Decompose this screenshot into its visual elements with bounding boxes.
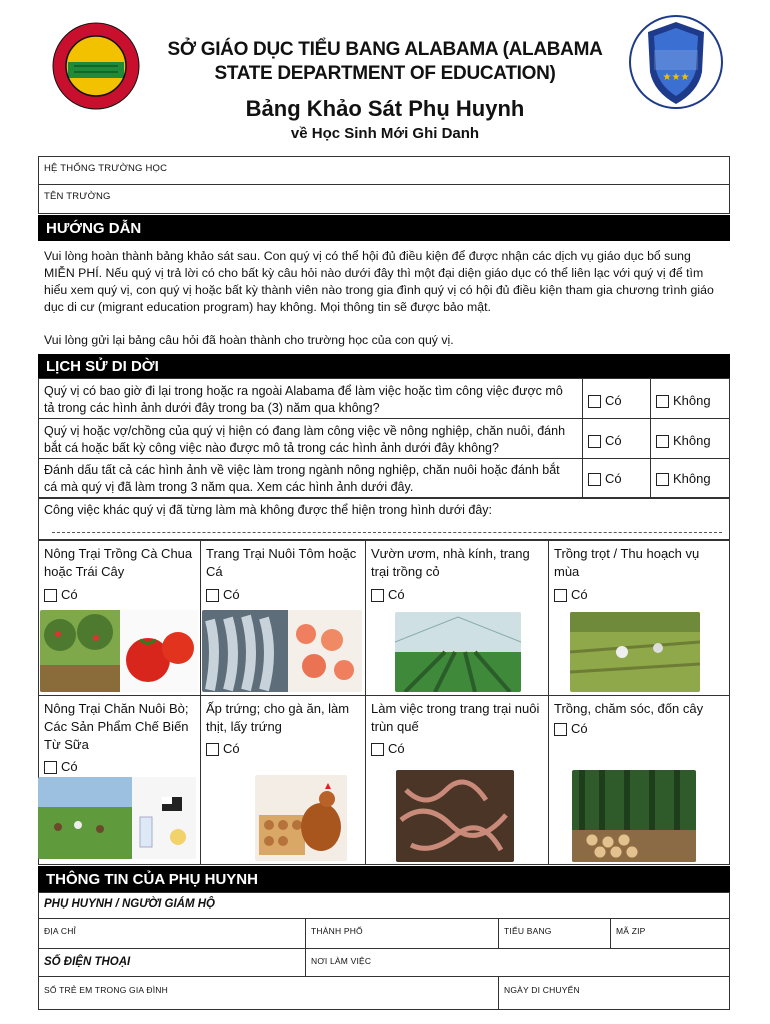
greenhouse-photo	[395, 612, 521, 692]
q1-no-checkbox[interactable]: Không	[656, 393, 711, 408]
logging-photo	[572, 770, 696, 862]
q1-yes-checkbox[interactable]: Có	[588, 393, 622, 408]
form-subtitle: về Học Sinh Mới Ghi Danh	[290, 125, 480, 142]
tomato-orchard-photo	[40, 610, 198, 692]
other-work-label: Công việc khác quý vị đã từng làm mà không được thể hiện trong hình dưới đây:	[44, 503, 492, 517]
job-check-fish[interactable]: Có	[206, 587, 240, 602]
job-label-logging: Trồng, chăm sóc, đốn cây	[554, 701, 704, 716]
address-field[interactable]: ĐỊA CHỈ	[44, 926, 77, 936]
history-heading: LỊCH SỬ DI DỜI	[38, 354, 730, 378]
job-check-tomato[interactable]: Có	[44, 587, 78, 602]
question-3: Đánh dấu tất cả các hình ảnh về việc làm trong ngành nông nghiệp, chăn nuôi hoặc đánh bắt cá mà quý vị đã làm trong 3 năm qua. Xem các hình ảnh dưới đây.	[44, 463, 560, 494]
job-check-worms[interactable]: Có	[371, 741, 405, 756]
move-date-field[interactable]: NGÀY DI CHUYỂN	[504, 985, 580, 995]
dairy-photo	[38, 777, 196, 859]
job-label-tomato: Nông Trại Trồng Cà Chua hoặc Trái Cây	[44, 546, 193, 579]
job-label-chicken: Ấp trứng; cho gà ăn, làm thịt, lấy trứng	[206, 701, 350, 734]
state-field[interactable]: TIỂU BANG	[504, 926, 552, 936]
phone-field[interactable]: SỐ ĐIỆN THOẠI	[44, 956, 131, 968]
federal-programs-logo	[628, 10, 724, 114]
form-title: Bảng Khảo Sát Phụ Huynh	[245, 96, 525, 121]
question-2: Quý vị hoặc vợ/chồng của quý vị hiện có đang làm công việc về nông nghiệp, chăn nuôi, đánh bắt cá hoặc bất kỳ công việc nào được mô tả trong các hình ảnh dưới đây không?	[44, 424, 566, 455]
q2-yes-checkbox[interactable]: Có	[588, 433, 622, 448]
workplace-field[interactable]: NƠI LÀM VIỆC	[311, 956, 372, 966]
job-label-harvest: Trồng trọt / Thu hoạch vụ mùa	[554, 546, 700, 579]
q2-no-checkbox[interactable]: Không	[656, 433, 711, 448]
children-count-field[interactable]: SỐ TRẺ EM TRONG GIA ĐÌNH	[44, 985, 168, 995]
job-label-fish: Trang Trại Nuôi Tôm hoặc Cá	[206, 546, 357, 579]
department-title: SỞ GIÁO DỤC TIỂU BANG ALABAMA (ALABAMA STATE DEPARTMENT OF EDUCATION)	[167, 39, 603, 84]
q3-no-checkbox[interactable]: Không	[656, 471, 711, 486]
harvest-field-photo	[570, 612, 700, 692]
school-name-field[interactable]: TÊN TRƯỜNG	[44, 191, 111, 202]
instructions-return: Vui lòng gửi lại bảng câu hỏi đã hoàn thành cho trường học của con quý vị.	[44, 333, 454, 347]
job-label-greenhouse: Vườn ươm, nhà kính, trang trại trồng cỏ	[371, 546, 530, 579]
worms-photo	[396, 770, 514, 862]
question-1: Quý vị có bao giờ đi lại trong hoặc ra ngoài Alabama để làm việc hoặc tìm công việc được mô tả trong các hình ảnh dưới đây trong ba (3) năm qua không?	[44, 384, 563, 415]
job-check-logging[interactable]: Có	[554, 721, 588, 736]
chicken-eggs-photo	[255, 775, 347, 861]
job-check-dairy[interactable]: Có	[44, 759, 78, 774]
zip-field[interactable]: MÃ ZIP	[616, 926, 646, 936]
parent-info-heading: THÔNG TIN CỦA PHỤ HUYNH	[38, 866, 730, 892]
instructions-heading: HƯỚNG DẪN	[38, 215, 730, 241]
guardian-field[interactable]: PHỤ HUYNH / NGƯỜI GIÁM HỘ	[44, 898, 215, 910]
migrant-education-logo	[52, 22, 140, 110]
job-check-harvest[interactable]: Có	[554, 587, 588, 602]
city-field[interactable]: THÀNH PHỐ	[311, 926, 363, 936]
other-work-input[interactable]	[52, 532, 722, 533]
job-label-worms: Làm việc trong trang trại nuôi trùn quế	[371, 701, 540, 734]
q3-yes-checkbox[interactable]: Có	[588, 471, 622, 486]
job-label-dairy: Nông Trại Chăn Nuôi Bò; Các Sản Phẩm Chế Biến Từ Sữa	[44, 701, 189, 752]
job-check-greenhouse[interactable]: Có	[371, 587, 405, 602]
school-system-field[interactable]: HỆ THỐNG TRƯỜNG HỌC	[44, 163, 168, 174]
instructions-paragraph: Vui lòng hoàn thành bảng khảo sát sau. Con quý vị có thể hội đủ điều kiện để được nhận các dịch vụ giáo dục bổ sung MIỄN PHÍ. Nếu quý vị trả lời có cho bất kỳ câu hỏi nào dưới đây thì một đại diện giáo dục có thể liên lạc với quý vị để tìm hiểu xem quý vị, con quý vị hoặc bất kỳ thành viên nào trong gia đình quý vị có hội đủ điều kiện tham gia chương trình giáo dục di cư (migrant education program) hay không. Mọi thông tin sẽ được bảo mật.	[44, 249, 714, 314]
fish-shrimp-photo	[202, 610, 362, 692]
svg-text:★★★: ★★★	[662, 72, 690, 83]
job-check-chicken[interactable]: Có	[206, 741, 240, 756]
